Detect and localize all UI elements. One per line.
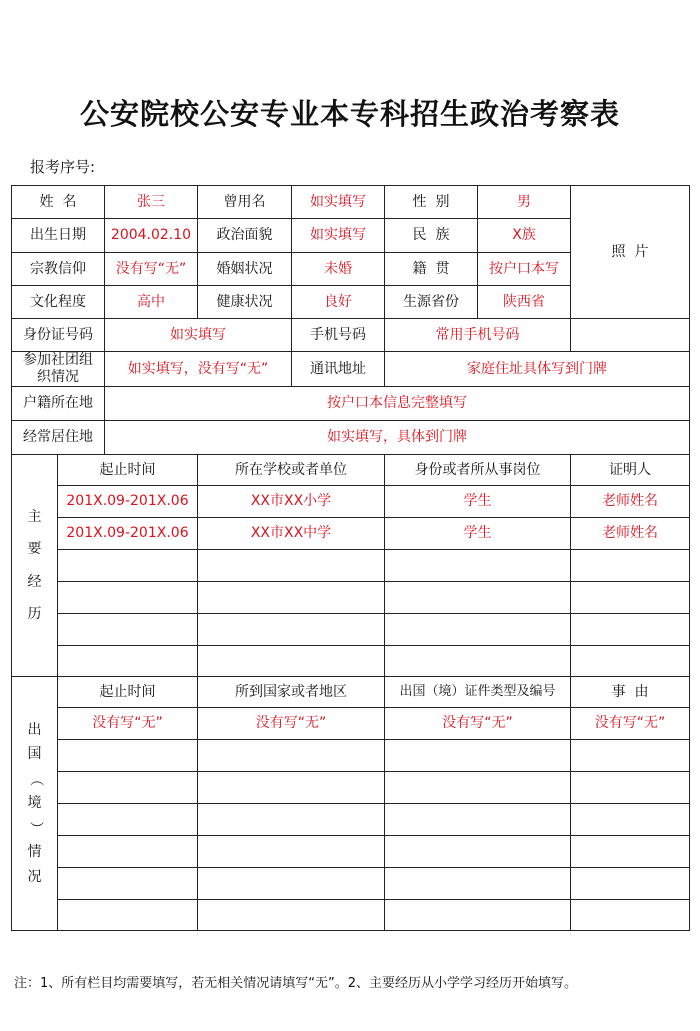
religion-value[interactable]: 没有写“无” xyxy=(105,253,198,286)
gender-value[interactable]: 男 xyxy=(478,186,571,219)
abroad-period-cell[interactable] xyxy=(58,868,198,900)
former-name-label: 曾用名 xyxy=(198,186,292,219)
abroad-period-cell[interactable]: 没有写“无” xyxy=(58,708,198,740)
form-title: 公安院校公安专业本专科招生政治考察表 xyxy=(79,97,620,131)
serial-number-label: 报考序号: xyxy=(30,158,96,176)
experience-witness-cell[interactable]: 老师姓名 xyxy=(571,518,690,550)
experience-period-cell[interactable]: 201X.09-201X.06 xyxy=(58,518,198,550)
ethnicity-label: 民 族 xyxy=(385,219,478,253)
abroad-reason-cell[interactable] xyxy=(571,772,690,804)
abroad-reason-cell[interactable] xyxy=(571,836,690,868)
experience-period-cell[interactable] xyxy=(58,614,198,646)
experience-header-period: 起止时间 xyxy=(58,455,198,486)
abroad-document-cell[interactable] xyxy=(385,900,571,931)
household-registration-value[interactable]: 按户口本信息完整填写 xyxy=(105,387,690,421)
gender-label: 性 别 xyxy=(385,186,478,219)
experience-unit-cell[interactable] xyxy=(198,582,385,614)
experience-period-cell[interactable] xyxy=(58,582,198,614)
footnote: 注：1、所有栏目均需要填写，若无相关情况请填写“无”。2、主要经历从小学学习经历开始填写。 xyxy=(14,976,578,991)
abroad-period-cell[interactable] xyxy=(58,740,198,772)
experience-period-cell[interactable] xyxy=(58,646,198,677)
experience-side-text: 主 要 经 历 xyxy=(27,509,42,622)
former-name-value[interactable]: 如实填写 xyxy=(292,186,385,219)
abroad-document-cell[interactable] xyxy=(385,772,571,804)
address-label: 通讯地址 xyxy=(292,352,385,387)
abroad-country-cell[interactable] xyxy=(198,868,385,900)
experience-witness-cell[interactable]: 老师姓名 xyxy=(571,486,690,518)
residence-value[interactable]: 如实填写，具体到门牌 xyxy=(105,421,690,455)
experience-unit-cell[interactable]: XX市XX中学 xyxy=(198,518,385,550)
abroad-side-text: 出 国 （ 境 ） 情 况 xyxy=(26,721,43,885)
experience-section-label xyxy=(12,455,58,677)
experience-role-cell[interactable]: 学生 xyxy=(385,518,571,550)
phone-value[interactable]: 常用手机号码 xyxy=(385,319,571,352)
abroad-document-cell[interactable] xyxy=(385,868,571,900)
experience-witness-cell[interactable] xyxy=(571,646,690,677)
abroad-document-cell[interactable] xyxy=(385,804,571,836)
religion-label: 宗教信仰 xyxy=(12,253,105,286)
organization-value[interactable]: 如实填写，没有写“无” xyxy=(105,352,292,387)
experience-header-unit: 所在学校或者单位 xyxy=(198,455,385,486)
experience-period-cell[interactable]: 201X.09-201X.06 xyxy=(58,486,198,518)
experience-role-cell[interactable] xyxy=(385,646,571,677)
abroad-country-cell[interactable] xyxy=(198,772,385,804)
id-number-label: 身份证号码 xyxy=(12,319,105,352)
experience-header-role: 身份或者所从事岗位 xyxy=(385,455,571,486)
abroad-header-country: 所到国家或者地区 xyxy=(198,677,385,708)
address-value[interactable]: 家庭住址具体写到门牌 xyxy=(385,352,690,387)
abroad-document-cell[interactable] xyxy=(385,836,571,868)
experience-unit-cell[interactable] xyxy=(198,550,385,582)
abroad-header-document: 出国（境）证件类型及编号 xyxy=(385,677,571,708)
experience-role-cell[interactable] xyxy=(385,582,571,614)
native-place-value[interactable]: 按户口本写 xyxy=(478,253,571,286)
experience-header-witness: 证明人 xyxy=(571,455,690,486)
experience-period-cell[interactable] xyxy=(58,550,198,582)
abroad-reason-cell[interactable] xyxy=(571,740,690,772)
experience-witness-cell[interactable] xyxy=(571,550,690,582)
phone-label: 手机号码 xyxy=(292,319,385,352)
origin-province-label: 生源省份 xyxy=(385,286,478,319)
abroad-reason-cell[interactable] xyxy=(571,868,690,900)
name-value[interactable]: 张三 xyxy=(105,186,198,219)
political-review-form xyxy=(11,185,690,931)
abroad-period-cell[interactable] xyxy=(58,836,198,868)
health-label: 健康状况 xyxy=(198,286,292,319)
abroad-header-reason: 事 由 xyxy=(571,677,690,708)
experience-unit-cell[interactable] xyxy=(198,614,385,646)
origin-province-value[interactable]: 陕西省 xyxy=(478,286,571,319)
name-label: 姓 名 xyxy=(12,186,105,219)
abroad-document-cell[interactable]: 没有写“无” xyxy=(385,708,571,740)
political-status-value[interactable]: 如实填写 xyxy=(292,219,385,253)
marital-status-value[interactable]: 未婚 xyxy=(292,253,385,286)
birth-date-label: 出生日期 xyxy=(12,219,105,253)
experience-witness-cell[interactable] xyxy=(571,582,690,614)
experience-unit-cell[interactable]: XX市XX小学 xyxy=(198,486,385,518)
abroad-period-cell[interactable] xyxy=(58,900,198,931)
household-registration-label: 户籍所在地 xyxy=(12,387,105,421)
experience-role-cell[interactable] xyxy=(385,614,571,646)
abroad-reason-cell[interactable]: 没有写“无” xyxy=(571,708,690,740)
abroad-reason-cell[interactable] xyxy=(571,900,690,931)
abroad-period-cell[interactable] xyxy=(58,804,198,836)
photo-extension-cell xyxy=(571,319,690,352)
marital-status-label: 婚姻状况 xyxy=(198,253,292,286)
experience-role-cell[interactable] xyxy=(385,550,571,582)
political-status-label: 政治面貌 xyxy=(198,219,292,253)
experience-witness-cell[interactable] xyxy=(571,614,690,646)
photo-box: 照 片 xyxy=(571,186,690,319)
education-value[interactable]: 高中 xyxy=(105,286,198,319)
abroad-section-label xyxy=(12,677,58,931)
residence-label: 经常居住地 xyxy=(12,421,105,455)
id-number-value[interactable]: 如实填写 xyxy=(105,319,292,352)
abroad-reason-cell[interactable] xyxy=(571,804,690,836)
abroad-period-cell[interactable] xyxy=(58,772,198,804)
ethnicity-value[interactable]: X族 xyxy=(478,219,571,253)
abroad-country-cell[interactable]: 没有写“无” xyxy=(198,708,385,740)
experience-unit-cell[interactable] xyxy=(198,646,385,677)
abroad-country-cell[interactable] xyxy=(198,836,385,868)
abroad-country-cell[interactable] xyxy=(198,804,385,836)
organization-label: 参加社团组织情况 xyxy=(12,352,105,387)
birth-date-value[interactable]: 2004.02.10 xyxy=(105,219,198,253)
abroad-country-cell[interactable] xyxy=(198,740,385,772)
education-label: 文化程度 xyxy=(12,286,105,319)
abroad-document-cell[interactable] xyxy=(385,740,571,772)
health-value[interactable]: 良好 xyxy=(292,286,385,319)
abroad-country-cell[interactable] xyxy=(198,900,385,931)
native-place-label: 籍 贯 xyxy=(385,253,478,286)
experience-role-cell[interactable]: 学生 xyxy=(385,486,571,518)
abroad-header-period: 起止时间 xyxy=(58,677,198,708)
